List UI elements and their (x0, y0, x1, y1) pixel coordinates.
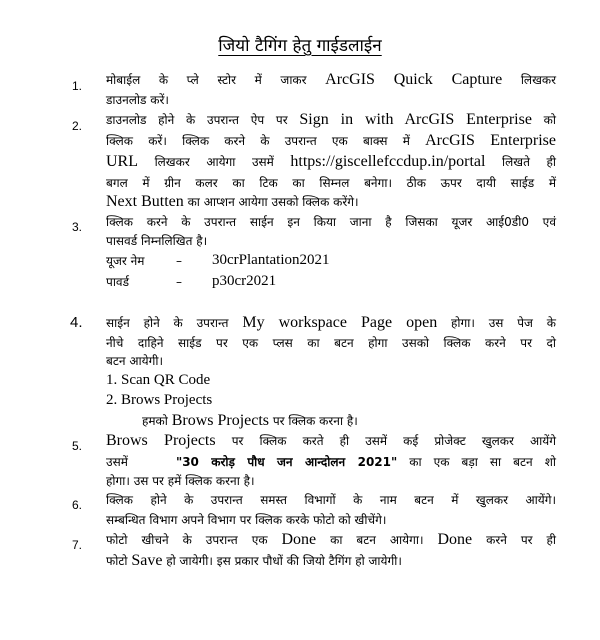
step-4-number: 4. (70, 314, 83, 331)
step-2-line-2: क्लिक करें। क्लिक करने के उपरान्त एक बाक्स में ArcGIS Enterprise (106, 132, 557, 149)
step-6-number: 6. (72, 498, 83, 512)
document-title: जियो टैगिंग हेतु गाईडलाईन (218, 36, 382, 56)
step-1-number: 1. (72, 79, 83, 93)
username-value: 30crPlantation2021 (212, 252, 330, 268)
step-4-line-2: नीचे दाहिने साईड पर एक प्लस का बटन होगा उसको क्लिक करने पर दो (106, 336, 556, 350)
step-1-line-2: डाउनलोड करें। (106, 93, 169, 107)
step-4-line-1: साईन होने के उपरान्त My workspace Page open होगा। उस पेज के (106, 314, 556, 331)
step-2-number: 2. (72, 119, 83, 133)
step-2-line-1: डाउनलोड होने के उपरान्त ऐप पर Sign in with ArcGIS Enterprise को (106, 111, 557, 128)
password-label: पावर्ड (106, 275, 130, 289)
step-2-line-4: बगल में ग्रीन कलर का टिक का सिम्नल बनेगा। ठीक ऊपर दायी साईड में (106, 176, 556, 190)
step-7-number: 7. (72, 538, 83, 552)
step-5-line-3: होगा। उस पर हमें क्लिक करना है। (106, 474, 255, 488)
step-5-number: 5. (72, 439, 83, 453)
step-4-line-3: बटन आयेगी। (106, 354, 164, 368)
password-value: p30cr2021 (212, 273, 277, 289)
step-5-line-1: Brows Projects पर क्लिक करते ही उसमें कई प्रोजेक्ट खुलकर आयेंगे (106, 432, 556, 449)
step-2-line-5: Next Butten का आप्शन आयेगा उसको क्लिक करेंगे। (106, 193, 359, 210)
step-6-line-1: क्लिक होने के उपरान्त समस्त विभागों के नाम बटन में खुलकर आयेंगे। (106, 493, 556, 507)
step-3-number: 3. (72, 220, 83, 234)
step-5-line-2: उसमें "30 करोड़ पौध जन आन्दोलन 2021" का एक बड़ा सा बटन शो (106, 455, 556, 469)
step-1-line-1: मोबाईल के प्ले स्टोर में जाकर ArcGIS Quick Capture लिखकर (106, 71, 557, 88)
username-label: यूजर नेम (106, 254, 145, 268)
step-7-line-2: फोटो Save हो जायेगी। इस प्रकार पौधों की जियो टैगिंग हो जायेगी। (106, 552, 402, 569)
step-7-line-1: फोटो खीचने के उपरान्त एक Done का बटन आयेगा। Done करने पर ही (106, 531, 557, 548)
option-scan-qr: 1. Scan QR Code (106, 372, 211, 388)
username-dash: – (176, 254, 182, 268)
option-brows-projects: 2. Brows Projects (106, 392, 213, 408)
step-2-line-3: URL लिखकर आयेगा उसमें https://giscellefccdup.in/portal लिखते ही (106, 153, 556, 170)
password-dash: – (176, 275, 182, 289)
step-3-line-2: पासवर्ड निम्नलिखित है। (106, 234, 208, 248)
step-6-line-2: सम्बन्धित विभाग अपने विभाग पर क्लिक करके फोटो को खीचेंगे। (106, 513, 387, 527)
step-4-note: हमको Brows Projects पर क्लिक करना है। (142, 412, 358, 429)
step-3-line-1: क्लिक करने के उपरान्त साईन इन किया जाना है जिसका यूजर आई0डी0 एवं (106, 215, 556, 229)
